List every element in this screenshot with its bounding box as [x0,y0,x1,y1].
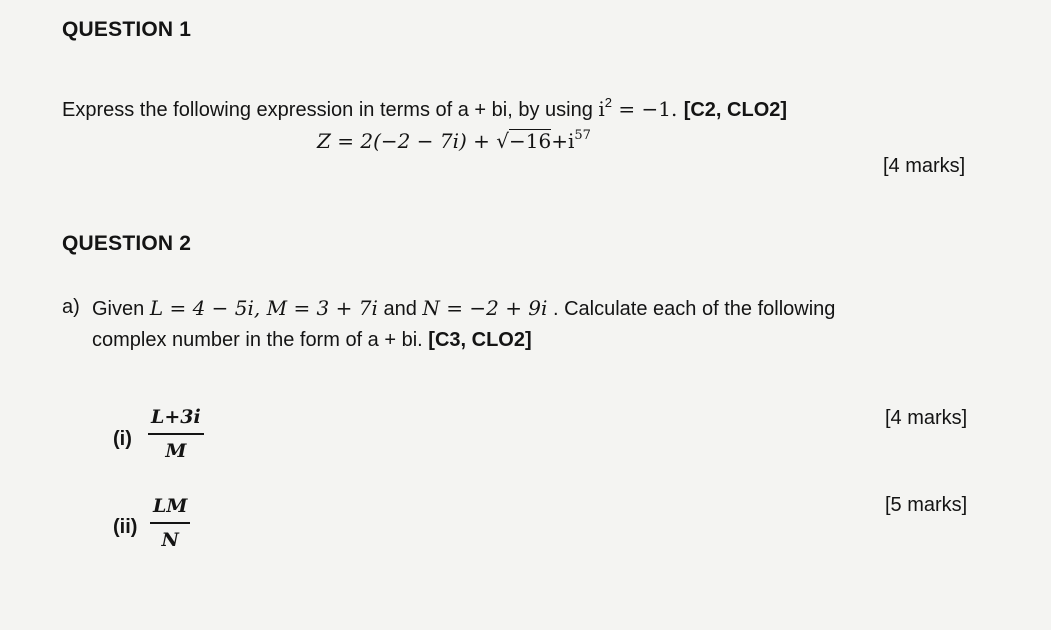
expr-n: N = −2 + 9i [422,296,548,320]
question-2-heading: QUESTION 2 [62,232,192,255]
question-1-marks: [4 marks] [883,155,966,177]
expr-m: M = 3 + 7i [266,296,378,320]
fraction-bar [148,433,204,435]
plus-i: +i [551,129,575,153]
question-1-prompt-text: Express the following expression in terms of a + bi, by using [62,99,599,121]
i-symbol: i [598,97,605,121]
sub-i-fraction [148,405,204,463]
part-a-tag: [C3, CLO2] [428,329,532,351]
equals-minus-one: = −1. [612,97,684,121]
part-a-line-2 [92,329,532,352]
expr-l: L = 4 − 5i, [149,296,267,320]
part-a-and: and [377,298,423,320]
sub-i-marks: [4 marks] [885,407,968,429]
sqrt-argument: −16 [509,129,552,153]
part-a-rest-line-1: . Calculate each of the following [547,298,836,320]
sub-ii-fraction [150,494,190,552]
expression-part-1: Z = 2(−2 − 7i) + [317,129,497,153]
fraction-bar [150,522,190,524]
sub-ii-label: (ii) [113,516,138,538]
part-a-label: a) [62,296,80,318]
sub-ii-marks: [5 marks] [885,494,968,516]
question-1-expression [317,128,591,154]
exponent-57: 57 [574,128,591,143]
part-a-given: Given [92,298,150,320]
square-root [496,129,551,154]
question-1-prompt [62,95,787,122]
part-a-line-2-text: complex number in the form of a + bi. [92,329,429,351]
question-1-heading: QUESTION 1 [62,18,192,41]
part-a-line-1 [92,296,835,321]
sub-ii-numerator: LM [153,495,188,517]
sub-i-denominator: M [165,439,187,462]
sub-i-label: (i) [113,428,132,450]
sub-ii-denominator: N [161,528,179,551]
sqrt-sign: √ [496,129,509,153]
sub-i-numerator: L+3i [151,406,201,428]
exponent-2: 2 [604,95,613,110]
question-1-tag: [C2, CLO2] [683,99,788,121]
